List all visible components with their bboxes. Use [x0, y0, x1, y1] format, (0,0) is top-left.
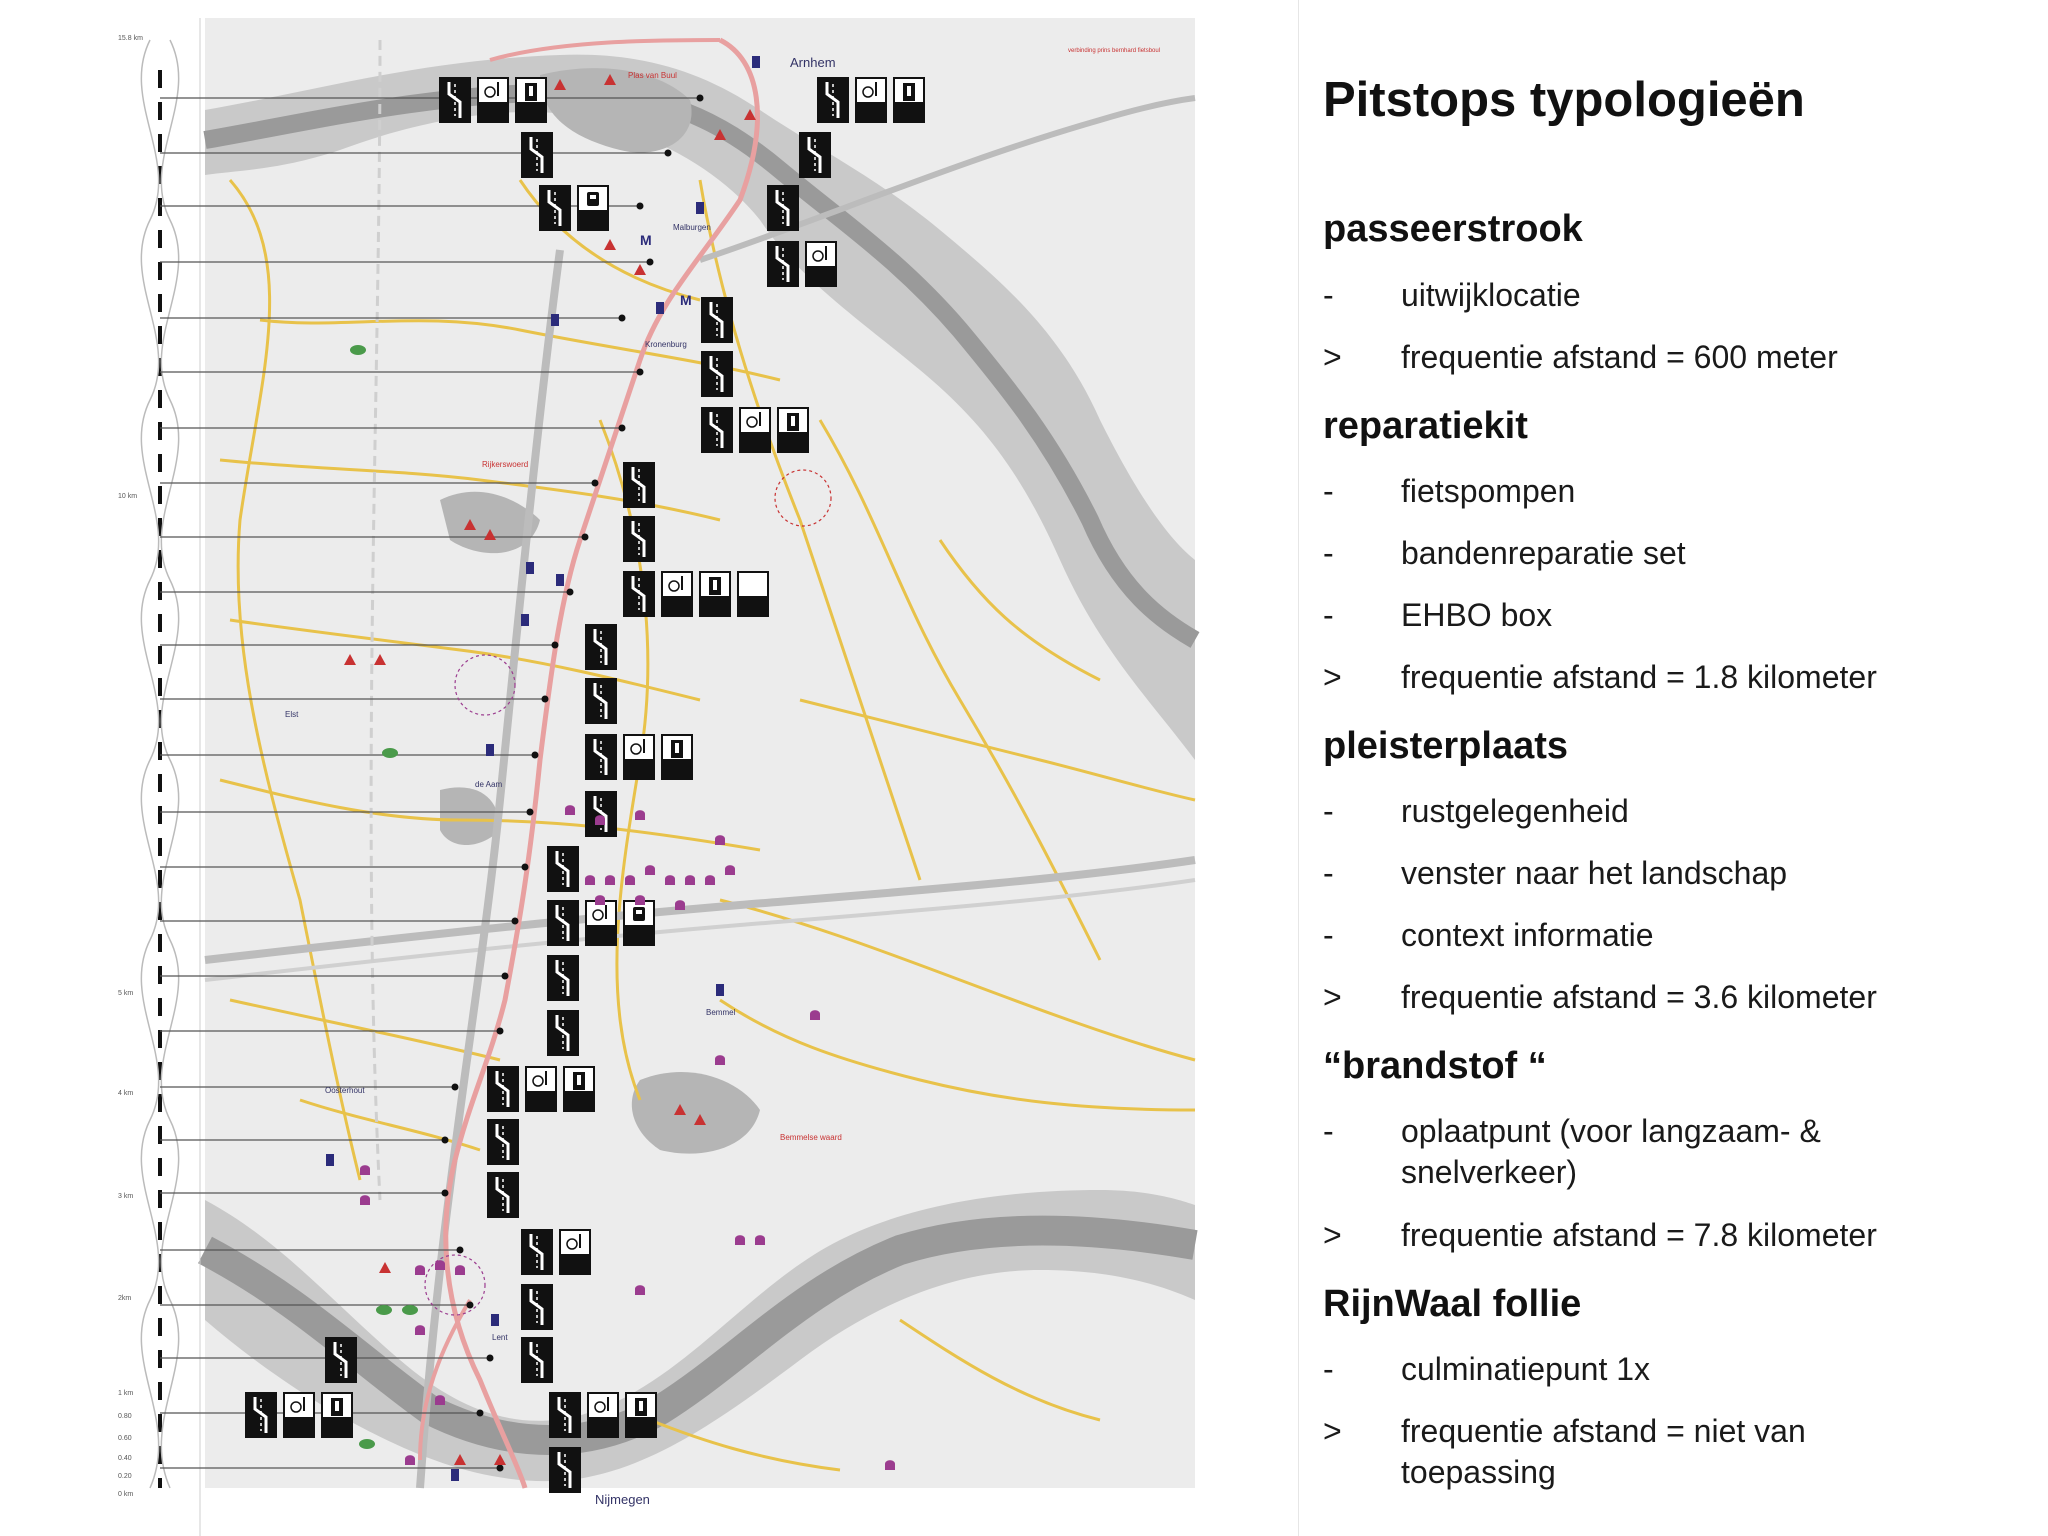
passing-lane-icon: [440, 78, 470, 122]
item-text: rustgelegenheid: [1401, 793, 1629, 829]
fuel-station-icon: [624, 901, 654, 945]
shelter-icon: [595, 815, 605, 825]
info-pillar-icon: [894, 78, 924, 122]
passing-lane-icon: [550, 1393, 580, 1437]
bullet-mark: -: [1323, 473, 1334, 509]
info-pillar-icon: [322, 1393, 352, 1437]
passing-lane-icon: [522, 1338, 552, 1382]
bullet-mark: -: [1323, 917, 1334, 953]
info-pillar-icon: [662, 735, 692, 779]
shelter-icon: [645, 865, 655, 875]
label-arnhem: Arnhem: [790, 55, 836, 70]
shelter-icon: [405, 1455, 415, 1465]
shelter-icon: [675, 900, 685, 910]
section-heading-passeerstrook: passeerstrook: [1323, 208, 1583, 250]
scale-label: 15.8 km: [118, 35, 143, 42]
route-dot: [637, 369, 644, 376]
shelter-icon: [665, 875, 675, 885]
passing-lane-icon: [522, 1285, 552, 1329]
passing-lane-icon: [488, 1067, 518, 1111]
station-icon: [359, 1439, 375, 1449]
item-text: oplaatpunt (voor langzaam- & snelverkeer): [1401, 1113, 1821, 1190]
passing-lane-icon: [586, 625, 616, 669]
shelter-icon: [415, 1325, 425, 1335]
passing-lane-icon: [768, 186, 798, 230]
shelter-icon: [585, 875, 595, 885]
passing-lane-icon: [548, 1011, 578, 1055]
route-dot: [487, 1355, 494, 1362]
route-dot: [452, 1084, 459, 1091]
station-icon: [376, 1305, 392, 1315]
shelter-icon: [635, 895, 645, 905]
passing-lane-icon: [624, 517, 654, 561]
bullet-mark: >: [1323, 1413, 1342, 1449]
shelter-icon: [810, 1010, 820, 1020]
route-dot: [477, 1410, 484, 1417]
label-elst: Elst: [285, 710, 299, 719]
bullet-mark: >: [1323, 339, 1342, 375]
blank-sign-icon: [738, 572, 768, 616]
label-plas-van-buul: Plas van Buul: [628, 71, 677, 80]
bullet-mark: -: [1323, 793, 1334, 829]
shelter-icon: [635, 810, 645, 820]
scale-wave-right: [161, 40, 178, 1488]
scale-label: 3 km: [118, 1193, 134, 1200]
parking-icon: [526, 562, 534, 574]
route-dot: [567, 589, 574, 596]
label-top-note: verbinding prins bernhard fietsboul: [1068, 48, 1161, 54]
route-dot: [497, 1465, 504, 1472]
parking-icon: [521, 614, 529, 626]
shelter-icon: [715, 835, 725, 845]
bullet-mark: >: [1323, 979, 1342, 1015]
passing-lane-icon: [522, 1230, 552, 1274]
section-heading-rijnwaal-follie: RijnWaal follie: [1323, 1283, 1582, 1325]
shelter-icon: [625, 875, 635, 885]
fuel-station-icon: [578, 186, 608, 230]
shelter-icon: [360, 1195, 370, 1205]
passing-lane-icon: [540, 186, 570, 230]
info-pillar-icon: [516, 78, 546, 122]
shelter-icon: [725, 865, 735, 875]
passing-lane-icon: [488, 1120, 518, 1164]
passing-lane-icon: [488, 1173, 518, 1217]
repair-kit-icon: [856, 78, 886, 122]
scale-label: 5 km: [118, 990, 134, 997]
parking-icon: [451, 1469, 459, 1481]
parking-icon: [656, 302, 664, 314]
route-dot: [497, 1028, 504, 1035]
label-de-aam: de Aam: [475, 780, 503, 789]
info-pillar-icon: [778, 408, 808, 452]
scale-label: 0 km: [118, 1491, 134, 1498]
scale-label: 1 km: [118, 1390, 134, 1397]
shelter-icon: [635, 1285, 645, 1295]
shelter-icon: [435, 1395, 445, 1405]
route-dot: [619, 315, 626, 322]
item-text: venster naar het landschap: [1401, 855, 1788, 891]
passing-lane-icon: [522, 133, 552, 177]
route-dot: [665, 150, 672, 157]
parking-icon: [326, 1154, 334, 1166]
repair-kit-icon: [478, 78, 508, 122]
route-dot: [522, 864, 529, 871]
repair-kit-icon: [526, 1067, 556, 1111]
item-text: EHBO box: [1401, 597, 1553, 633]
route-dot: [552, 642, 559, 649]
shelter-icon: [715, 1055, 725, 1065]
repair-kit-icon: [588, 1393, 618, 1437]
parking-icon: [556, 574, 564, 586]
bullet-mark: -: [1323, 1113, 1334, 1149]
route-dot: [467, 1302, 474, 1309]
info-pillar-icon: [700, 572, 730, 616]
item-text: context informatie: [1401, 917, 1654, 953]
item-text: frequentie afstand = 7.8 kilometer: [1401, 1217, 1877, 1253]
shelter-icon: [755, 1235, 765, 1245]
scale-label: 10 km: [118, 493, 138, 500]
shelter-icon: [415, 1265, 425, 1275]
scale-label: 0.80: [118, 1413, 132, 1420]
label-oosterhout: Oosterhout: [325, 1086, 365, 1095]
parking-icon: [486, 744, 494, 756]
passing-lane-icon: [246, 1393, 276, 1437]
scale-label: 0.60: [118, 1435, 132, 1442]
bullet-mark: -: [1323, 277, 1334, 313]
shelter-icon: [705, 875, 715, 885]
repair-kit-icon: [586, 901, 616, 945]
route-dot: [527, 809, 534, 816]
parking-icon: [716, 984, 724, 996]
shelter-icon: [595, 895, 605, 905]
route-dot: [532, 752, 539, 759]
bullet-mark: -: [1323, 855, 1334, 891]
station-icon: [382, 748, 398, 758]
parking-icon: [696, 202, 704, 214]
section-heading-reparatiekit: reparatiekit: [1323, 405, 1528, 447]
route-dot: [697, 95, 704, 102]
bullet-mark: >: [1323, 659, 1342, 695]
repair-kit-icon: [662, 572, 692, 616]
scale-label: 0.40: [118, 1455, 132, 1462]
item-text: culminatiepunt 1x: [1401, 1351, 1651, 1387]
label-kronenburg: Kronenburg: [645, 340, 687, 349]
section-heading-pleisterplaats: pleisterplaats: [1323, 725, 1568, 767]
shelter-icon: [605, 875, 615, 885]
shelter-icon: [455, 1265, 465, 1275]
route-dot: [542, 696, 549, 703]
label-nijmegen: Nijmegen: [595, 1492, 650, 1507]
passing-lane-icon: [326, 1338, 356, 1382]
bullet-mark: -: [1323, 1351, 1334, 1387]
route-dot: [442, 1137, 449, 1144]
passing-lane-icon: [818, 78, 848, 122]
item-text: fietspompen: [1401, 473, 1576, 509]
shelter-icon: [360, 1165, 370, 1175]
scale-label: 2km: [118, 1295, 132, 1302]
route-dot: [582, 534, 589, 541]
passing-lane-icon: [624, 463, 654, 507]
passing-lane-icon: [550, 1448, 580, 1492]
passing-lane-icon: [624, 572, 654, 616]
passing-lane-icon: [586, 792, 616, 836]
scale-labels: [118, 35, 143, 1498]
route-dot: [637, 203, 644, 210]
item-text: frequentie afstand = 1.8 kilometer: [1401, 659, 1877, 695]
station-icon: [350, 345, 366, 355]
bullet-mark: >: [1323, 1217, 1342, 1253]
section-heading-brandstof: “brandstof “: [1323, 1045, 1547, 1087]
passing-lane-icon: [548, 847, 578, 891]
page-title: Pitstops typologieën: [1323, 73, 1805, 127]
scale-wave-left: [141, 40, 158, 1488]
parking-icon: [491, 1314, 499, 1326]
item-text: uitwijklocatie: [1401, 277, 1581, 313]
passing-lane-icon: [800, 133, 830, 177]
route-dot: [592, 480, 599, 487]
item-text: frequentie afstand = 3.6 kilometer: [1401, 979, 1877, 1015]
label-malburgen: Malburgen: [673, 223, 711, 232]
panel-divider: [1298, 0, 1299, 1536]
label-bemmelse-waard: Bemmelse waard: [780, 1133, 842, 1142]
passing-lane-icon: [768, 242, 798, 286]
restaurant-icon: M: [680, 292, 692, 308]
scale-label: 0.20: [118, 1473, 132, 1480]
info-pillar-icon: [626, 1393, 656, 1437]
parking-icon: [752, 56, 760, 68]
route-dot: [512, 918, 519, 925]
passing-lane-icon: [702, 408, 732, 452]
parking-icon: [551, 314, 559, 326]
route-dot: [502, 973, 509, 980]
shelter-icon: [685, 875, 695, 885]
item-text: frequentie afstand = 600 meter: [1401, 339, 1838, 375]
route-dot: [442, 1190, 449, 1197]
shelter-icon: [565, 805, 575, 815]
bullet-mark: -: [1323, 597, 1334, 633]
station-icon: [402, 1305, 418, 1315]
item-text: bandenreparatie set: [1401, 535, 1686, 571]
shelter-icon: [885, 1460, 895, 1470]
repair-kit-icon: [560, 1230, 590, 1274]
route-dot: [619, 425, 626, 432]
label-rijkerswoerd: Rijkerswoerd: [482, 460, 529, 469]
repair-kit-icon: [806, 242, 836, 286]
repair-kit-icon: [624, 735, 654, 779]
shelter-icon: [735, 1235, 745, 1245]
passing-lane-icon: [586, 679, 616, 723]
passing-lane-icon: [702, 352, 732, 396]
info-pillar-icon: [564, 1067, 594, 1111]
label-lent: Lent: [492, 1333, 508, 1342]
passing-lane-icon: [702, 298, 732, 342]
restaurant-icon: M: [640, 232, 652, 248]
repair-kit-icon: [284, 1393, 314, 1437]
label-bemmel: Bemmel: [706, 1008, 736, 1017]
route-dot: [457, 1247, 464, 1254]
route-dot: [647, 259, 654, 266]
bullet-mark: -: [1323, 535, 1334, 571]
passing-lane-icon: [548, 901, 578, 945]
item-text: frequentie afstand = niet van toepassing: [1401, 1413, 1806, 1490]
passing-lane-icon: [586, 735, 616, 779]
scale-label: 4 km: [118, 1090, 134, 1097]
repair-kit-icon: [740, 408, 770, 452]
passing-lane-icon: [548, 956, 578, 1000]
